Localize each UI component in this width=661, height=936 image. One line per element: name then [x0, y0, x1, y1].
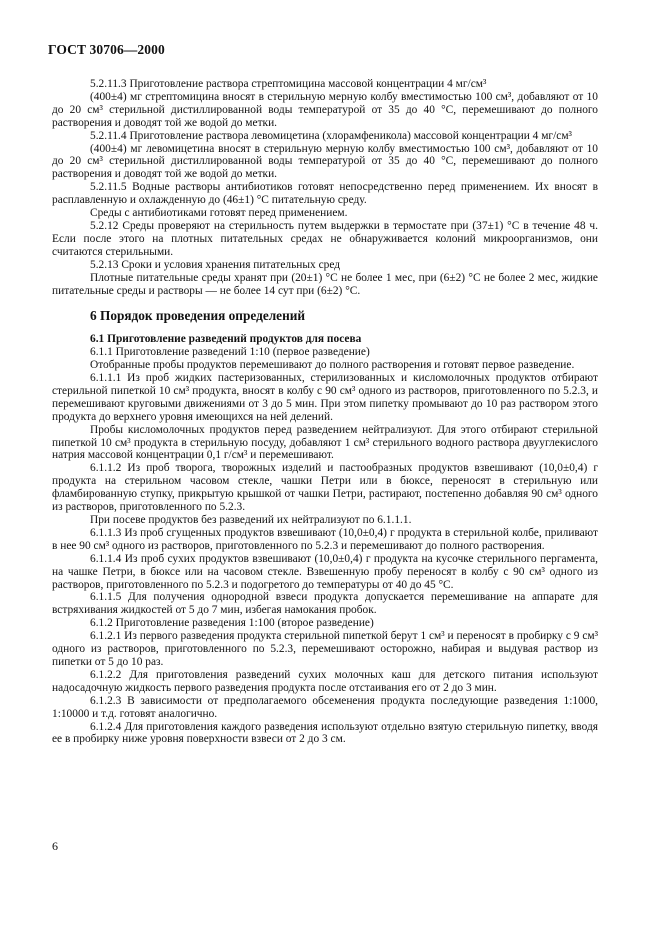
paragraph: (400±4) мг левомицетина вносят в стерильную мерную колбу вместимостью 100 см³, добавляют от 10 до 20 см³ стерильной дистиллированной воды температурой от 35 до 40 °С, перемешивают до полного растворения и доводят той же водой до метки.: [52, 142, 598, 181]
subsection-title: 6.1 Приготовление разведений продуктов для посева: [90, 333, 362, 346]
paragraph: 6.1.1.5 Для получения однородной взвеси продукта допускается перемешивание на аппарате для встряхивания жидкостей от 5 до 7 мин, избегая намокания пробок.: [52, 591, 598, 617]
paragraph: Отобранные пробы продуктов перемешивают до полного растворения и готовят первое разведение.: [90, 359, 575, 372]
paragraph: (400±4) мг стрептомицина вносят в стерильную мерную колбу вместимостью 100 см³, добавляют от 10 до 20 см³ стерильной дистиллированной воды температурой от 35 до 40 °С, перемешивают до полного растворения и доводят той же водой до метки.: [52, 90, 598, 129]
paragraph: 5.2.13 Сроки и условия хранения питательных сред: [90, 258, 341, 271]
paragraph: 6.1.2 Приготовление разведения 1:100 (второе разведение): [90, 617, 374, 630]
document-code-header: ГОСТ 30706—2000: [48, 42, 165, 57]
paragraph: 6.1.1.4 Из проб сухих продуктов взвешивают (10,0±0,4) г продукта на кусочке стерильного пергамента, на чашке Петри, в бюксе или на часовом стекле. Взвешенную пробу переносят в колбу с 90 см³ одного из растворов, приготовленного по 5.2.3 и подогретого до температуры от 40 до 45 °С.: [52, 552, 598, 591]
page-number: 6: [52, 839, 58, 853]
paragraph: 6.1.2.2 Для приготовления разведений сухих молочных каш для детского питания используют надосадочную жидкость первого разведения продукта после отстаивания его от 2 до 3 мин.: [52, 668, 598, 694]
paragraph: Среды с антибиотиками готовят перед применением.: [90, 207, 348, 220]
paragraph: 6.1.2.4 Для приготовления каждого разведения используют отдельно взятую стерильную пипетку, вводя ее в пробирку ниже уровня поверхности взвеси от 2 до 3 см.: [52, 720, 598, 746]
paragraph: 6.1.2.3 В зависимости от предполагаемого обсеменения продукта последующие разведения 1:1000, 1:10000 и т.д. готовят аналогично.: [52, 694, 598, 720]
paragraph: Пробы кисломолочных продуктов перед разведением нейтрализуют. Для этого отбирают стерильной пипеткой 10 см³ продукта в стерильную посуду, добавляют 1 см³ стерильного водного раствора двууглекислого натрия массовой концентрации 0,1 г/см³ и перемешивают.: [52, 423, 598, 462]
paragraph: 6.1.1.1 Из проб жидких пастеризованных, стерилизованных и кисломолочных продуктов отбирают стерильной пипеткой 10 см³ продукта, вносят в колбу с 90 см³ одного из растворов, приготовленного по 5.2.3, и перемешивают круговыми движениями от 3 до 5 мин. При этом пипетку промывают до 10 раз раствором этого продукта до верхнего уровня имеющихся на ней делений.: [52, 372, 598, 423]
paragraph: 6.1.1.3 Из проб сгущенных продуктов взвешивают (10,0±0,4) г продукта в стерильной колбе, приливают в нее 90 см³ одного из растворов, приготовленного по 5.2.3 и перемешивают до полного растворения.: [52, 526, 598, 552]
paragraph: 5.2.11.5 Водные растворы антибиотиков готовят непосредственно перед применением. Их вносят в расплавленную и охлажденную до (46±1) °С питательную среду.: [52, 181, 598, 207]
paragraph: Плотные питательные среды хранят при (20±1) °С не более 1 мес, при (6±2) °С не более 2 мес, жидкие питательные среды и растворы — не более 14 сут при (6±2) °С.: [52, 271, 598, 297]
paragraph: 6.1.1 Приготовление разведений 1:10 (первое разведение): [90, 346, 370, 359]
paragraph: При посеве продуктов без разведений их нейтрализуют по 6.1.1.1.: [90, 514, 412, 526]
paragraph: 6.1.2.1 Из первого разведения продукта стерильной пипеткой берут 1 см³ и переносят в пробирку с 9 см³ одного из растворов, приготовленного по 5.2.3, перемешивают осторожно, набирая и выдувая раствор из пипетки от 5 до 10 раз.: [52, 630, 598, 668]
paragraph: 5.2.11.3 Приготовление раствора стрептомицина массовой концентрации 4 мг/см³: [90, 78, 487, 90]
paragraph: 6.1.1.2 Из проб творога, творожных изделий и пастообразных продуктов взвешивают (10,0±0,4) г продукта на стерильном часовом стекле, чашки Петри или в бюксе, переносят в стерильную или фламбированную ступку, прикрытую крышкой от чашки Петри, растирают, постепенно добавляя 90 см³ одного из растворов, приготовленного по 5.2.3.: [52, 462, 598, 514]
paragraph: 5.2.11.4 Приготовление раствора левомицетина (хлорамфеникола) массовой концентрации 4 мг/см³: [90, 129, 572, 142]
paragraph: 5.2.12 Среды проверяют на стерильность путем выдержки в термостате при (37±1) °С в течение 48 ч. Если после этого на плотных питательных средах не обнаруживается колоний микроорганизмов, они считаются стерильными.: [52, 219, 598, 258]
document-body: [52, 78, 598, 746]
section-title: 6 Порядок проведения определений: [90, 308, 306, 324]
